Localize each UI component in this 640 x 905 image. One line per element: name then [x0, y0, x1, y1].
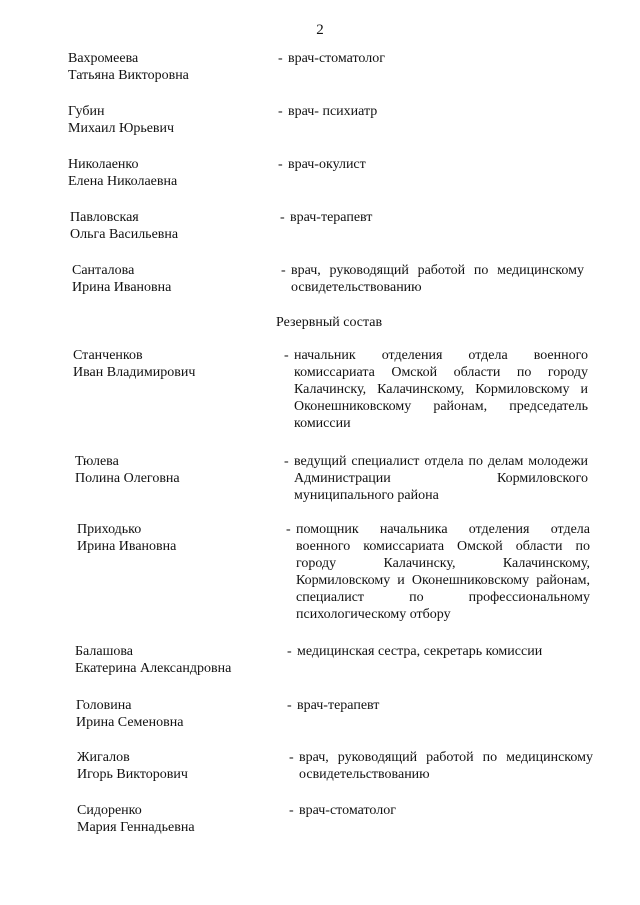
member-surname: Николаенко: [68, 157, 139, 172]
dash-marker: -: [287, 644, 292, 659]
member-given-name: Мария Геннадьевна: [77, 820, 195, 835]
member-role: [278, 103, 588, 120]
member-role: [287, 697, 593, 714]
dash-marker: -: [278, 157, 283, 172]
member-given-name: Полина Олеговна: [75, 471, 180, 486]
member-role-text: начальник отделения отдела военного комиссариата Омской области по городу Калачинску, Калачинскому, Кормиловскому и Оконешниковскому районам, председатель комиссии: [294, 348, 588, 431]
member-surname: Павловская: [70, 210, 139, 225]
member-role: [284, 347, 588, 432]
member-surname: Балашова: [75, 644, 133, 659]
page-number: 2: [316, 22, 324, 38]
member-given-name: Михаил Юрьевич: [68, 121, 175, 136]
member-role: [278, 156, 588, 173]
member-role-text: врач-стоматолог: [288, 51, 385, 66]
member-role: [280, 209, 588, 226]
member-role: [287, 643, 597, 660]
dash-marker: -: [284, 454, 289, 469]
member-role-text: помощник начальника отделения отдела военного комиссариата Омской области по городу Калачинску, Калачинскому, Кормиловскому и Оконешниковскому районам, специалист по профессиональному психологическому отбору: [296, 522, 590, 622]
member-name: [75, 643, 231, 677]
member-role-text: врач, руководящий работой по медицинскому освидетельствованию: [299, 750, 593, 782]
member-role: [289, 749, 593, 783]
member-name: [75, 453, 180, 487]
dash-marker: -: [287, 698, 292, 713]
member-name: [70, 209, 178, 243]
dash-marker: -: [289, 803, 294, 818]
dash-marker: -: [281, 263, 286, 278]
member-name: [77, 802, 195, 836]
member-surname: Санталова: [72, 263, 135, 278]
member-given-name: Екатерина Александровна: [75, 661, 232, 676]
member-name: [77, 521, 176, 555]
member-surname: Вахромеева: [68, 51, 139, 66]
dash-marker: -: [286, 522, 291, 537]
member-given-name: Ирина Ивановна: [77, 539, 177, 554]
member-surname: Губин: [68, 104, 105, 119]
dash-marker: -: [289, 750, 294, 765]
member-role-text: врач, руководящий работой по медицинскому освидетельствованию: [291, 263, 584, 295]
member-surname: Сидоренко: [77, 803, 142, 818]
dash-marker: -: [278, 104, 283, 119]
member-role: [278, 50, 588, 67]
dash-marker: -: [284, 348, 289, 363]
member-role-text: врач-терапевт: [297, 698, 380, 713]
member-name: [73, 347, 195, 381]
member-surname: Приходько: [77, 522, 142, 537]
member-role-text: врач-окулист: [288, 157, 366, 172]
member-role-text: врач-стоматолог: [299, 803, 396, 818]
member-given-name: Иван Владимирович: [73, 365, 196, 380]
member-given-name: Татьяна Викторовна: [68, 68, 189, 83]
member-role: [281, 262, 584, 296]
member-name: [76, 697, 183, 731]
member-role: [289, 802, 593, 819]
member-given-name: Ольга Васильевна: [70, 227, 179, 242]
member-surname: Жигалов: [77, 750, 130, 765]
member-role-text: врач-терапевт: [290, 210, 373, 225]
member-name: [68, 103, 174, 137]
member-given-name: Ирина Ивановна: [72, 280, 172, 295]
member-name: [68, 156, 177, 190]
member-surname: Тюлева: [75, 454, 119, 469]
member-role-text: врач- психиатр: [288, 104, 378, 119]
member-role: [284, 453, 588, 504]
member-surname: Головина: [76, 698, 132, 713]
dash-marker: -: [278, 51, 283, 66]
member-role-text: медицинская сестра, секретарь комиссии: [297, 644, 543, 659]
dash-marker: -: [280, 210, 285, 225]
member-given-name: Ирина Семеновна: [76, 715, 184, 730]
member-role: [286, 521, 590, 623]
member-role-text: ведущий специалист отдела по делам молодежи Администрации Кормиловского муниципального района: [294, 454, 588, 503]
member-given-name: Игорь Викторович: [77, 767, 188, 782]
member-name: [77, 749, 188, 783]
member-surname: Станченков: [73, 348, 143, 363]
member-given-name: Елена Николаевна: [68, 174, 178, 189]
member-name: [68, 50, 189, 84]
reserve-heading: Резервный состав: [276, 315, 383, 330]
member-name: [72, 262, 171, 296]
